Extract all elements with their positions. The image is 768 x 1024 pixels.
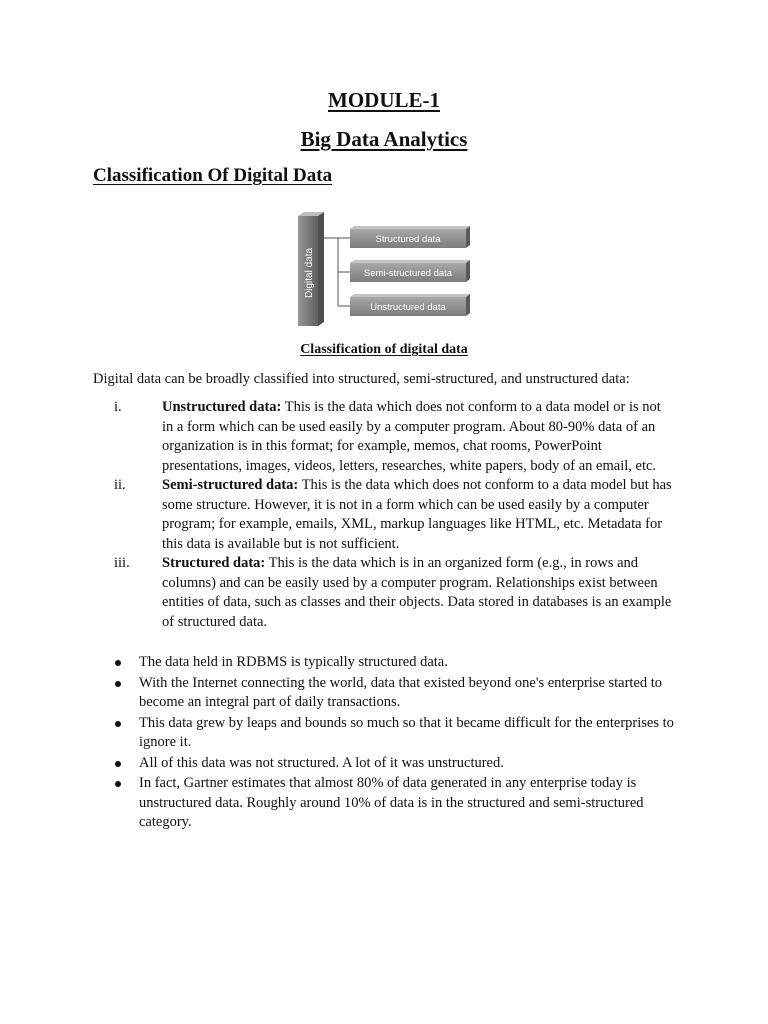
term-label: Structured data: [162, 555, 266, 571]
list-item [0, 476, 768, 554]
intro-paragraph: Digital data can be broadly classified into structured, semi-structured, and unstructured data: [93, 371, 630, 387]
section-heading: Classification Of Digital Data [93, 165, 333, 186]
branch-label: Unstructured data [370, 302, 446, 313]
bullet-text: With the Internet connecting the world, data that existed beyond one's enterprise started to become an integral part of daily transactions. [139, 674, 663, 710]
list-item [0, 398, 768, 476]
module-title: MODULE-1 [328, 88, 440, 112]
classification-diagram [290, 210, 475, 332]
branch-node-structured [350, 226, 470, 248]
root-label: Digital data [304, 247, 315, 298]
bullet-icon [115, 781, 121, 787]
branch-node-unstructured [350, 294, 470, 316]
term-description: This is the data which does not conform to a data model but has some structure. However, it is not in a form which can be used easily by a computer program; for example, emails, XML, markup languages like HTML, etc. Metadata for this data is available but is not sufficient. [162, 477, 672, 552]
bullet-item [0, 774, 768, 833]
branch-label: Semi-structured data [363, 268, 453, 279]
bullet-icon [115, 681, 121, 687]
bullet-item [0, 754, 768, 774]
bullet-icon [115, 721, 121, 727]
term-description: This is the data which is in an organized form (e.g., in rows and columns) and can be easily used by a computer program. Relationships exist between entities of data, such as classes and their objects. Data stored in databases is an example of structured data. [162, 555, 672, 630]
bullet-item [0, 653, 768, 673]
bullet-list [0, 653, 768, 834]
list-marker: i. [114, 399, 122, 415]
connector-lines [324, 238, 350, 306]
bullet-item [0, 674, 768, 713]
list-marker: iii. [114, 555, 130, 571]
list-item-body [162, 476, 674, 554]
bullet-icon [115, 761, 121, 767]
term-description: This is the data which does not conform to a data model or is not in a form which can be used easily by a computer program. About 80-90% data of an organization is in this format; for example, memos, chat rooms, PowerPoint presentations, images, videos, letters, researches, white papers, body of an email, etc. [162, 399, 661, 474]
root-node [298, 212, 324, 326]
figure-caption: Classification of digital data [300, 342, 468, 357]
classification-list [0, 398, 768, 632]
bullet-text: The data held in RDBMS is typically structured data. [139, 654, 448, 670]
list-item [0, 554, 768, 632]
list-marker: ii. [114, 477, 126, 493]
term-label: Unstructured data: [162, 399, 282, 415]
bullet-item [0, 714, 768, 753]
bullet-icon [115, 660, 121, 666]
list-item-body [162, 398, 674, 476]
document-title: Big Data Analytics [300, 127, 468, 151]
list-item-body [162, 554, 674, 632]
classification-figure [290, 210, 475, 332]
term-label: Semi-structured data: [162, 477, 299, 493]
bullet-text: All of this data was not structured. A lot of it was unstructured. [139, 754, 504, 771]
branch-node-semi-structured [350, 260, 470, 282]
bullet-text: In fact, Gartner estimates that almost 80% of data generated in any enterprise today is unstructured data. Roughly around 10% of data is in the structured and semi-structured category. [139, 775, 644, 830]
branch-label: Structured data [375, 234, 441, 245]
bullet-text: This data grew by leaps and bounds so much so that it became difficult for the enterprises to ignore it. [139, 714, 674, 750]
